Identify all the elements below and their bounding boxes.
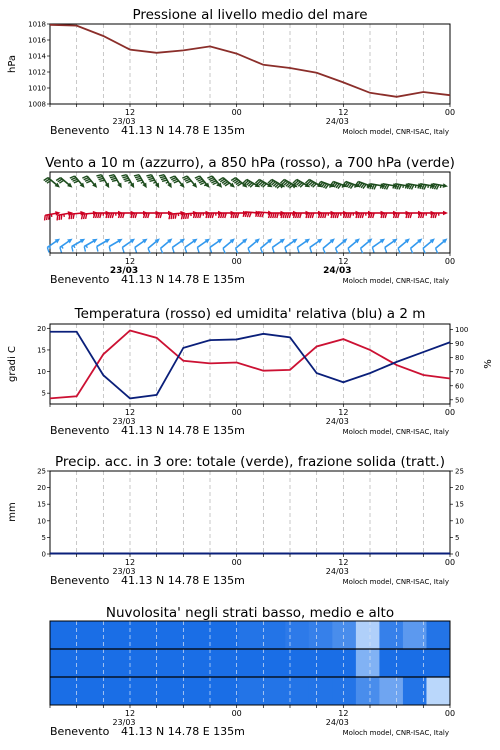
cloud-cell xyxy=(379,677,403,705)
cloud-cell xyxy=(215,677,239,705)
wind-barb xyxy=(122,239,135,253)
y-tick-label: 1010 xyxy=(28,84,46,93)
y-tick-label: 20 xyxy=(455,484,464,493)
barb-feather xyxy=(84,247,85,252)
plot-frame xyxy=(50,24,450,104)
barb-feather xyxy=(134,175,139,176)
cloud-cell xyxy=(50,649,74,677)
wind-barb xyxy=(82,176,97,188)
cloud-cell xyxy=(191,649,215,677)
x-tick-label: 00 xyxy=(231,108,242,117)
wind-barb xyxy=(109,239,122,252)
barb-feather xyxy=(336,248,338,253)
y-axis-label: mm xyxy=(7,502,18,522)
y-tick-label: 0 xyxy=(41,550,46,559)
barb-feather xyxy=(136,178,141,179)
barb-feather xyxy=(124,178,129,179)
wind-barb xyxy=(372,239,385,253)
barb-feather xyxy=(285,247,287,252)
panel-temperature xyxy=(7,324,494,437)
x-tick-label: 12 xyxy=(338,408,349,417)
footer-coords: 41.13 N 14.78 E 135m xyxy=(121,424,245,437)
date-label: 23/03 xyxy=(112,117,136,126)
barb-feather xyxy=(161,178,166,179)
wind-barb xyxy=(72,239,85,252)
barb-feather xyxy=(411,248,413,253)
cloud-cell xyxy=(285,649,309,677)
panel-wind xyxy=(44,172,455,286)
date-label: 23/03 xyxy=(112,718,136,727)
barb-feather xyxy=(72,247,73,252)
cloud-cell xyxy=(262,649,286,677)
wind-barb xyxy=(248,238,260,253)
footer-coords: 41.13 N 14.78 E 135m xyxy=(121,273,245,286)
barb-feather xyxy=(249,212,251,217)
y-axis-label-right: % xyxy=(483,359,494,369)
x-tick-label: 12 xyxy=(124,408,136,417)
x-tick-label: 12 xyxy=(338,257,349,266)
x-tick-label: 00 xyxy=(444,709,456,718)
barb-feather xyxy=(128,182,130,183)
y-tick-label: 25 xyxy=(37,467,46,476)
x-tick-label: 00 xyxy=(444,408,456,417)
barb-feather xyxy=(45,215,46,220)
y-tick-label: 60 xyxy=(455,382,464,391)
cloud-cell xyxy=(309,649,333,677)
wind-barb xyxy=(134,175,147,188)
barb-feather xyxy=(223,248,225,253)
footer-credit: Moloch model, CNR-ISAC, Italy xyxy=(342,128,449,136)
barb-feather xyxy=(260,212,262,217)
cloud-cell xyxy=(332,621,356,649)
barb-feather xyxy=(161,248,163,253)
x-tick-label: 00 xyxy=(231,257,242,266)
x-tick-label: 12 xyxy=(338,558,349,567)
cloud-cell xyxy=(356,677,380,705)
wind-barb xyxy=(96,175,109,188)
pressure-line xyxy=(50,25,450,97)
wind-barb xyxy=(423,238,435,253)
cloud-cell xyxy=(121,677,145,705)
x-tick-label: 12 xyxy=(124,108,136,117)
barb-feather xyxy=(109,175,114,176)
cloud-cell xyxy=(379,649,403,677)
wind-barb xyxy=(161,238,173,253)
cloud-cell xyxy=(144,649,168,677)
cloud-cell xyxy=(332,649,356,677)
barb-feather xyxy=(62,246,64,248)
cloud-cell xyxy=(97,649,121,677)
wind-barb xyxy=(323,238,335,253)
cloud-cell xyxy=(74,649,98,677)
barb-feather xyxy=(49,215,50,220)
y-tick-label: 20 xyxy=(37,324,46,333)
x-tick-label: 00 xyxy=(444,108,456,117)
footer-location: Benevento xyxy=(50,725,110,738)
footer-credit: Moloch model, CNR-ISAC, Italy xyxy=(342,277,449,285)
date-label: 23/03 xyxy=(112,417,136,426)
wind-barb xyxy=(285,239,298,253)
barb-feather xyxy=(166,182,168,183)
y-tick-label: 5 xyxy=(41,533,46,542)
y-tick-label: 0 xyxy=(455,550,460,559)
barb-feather xyxy=(162,180,167,181)
barb-feather xyxy=(60,247,62,252)
wind-barb xyxy=(436,238,448,253)
y-tick-label: 15 xyxy=(37,500,46,509)
cloud-cell xyxy=(262,621,286,649)
chart-title: Pressione al livello medio del mare xyxy=(132,7,368,23)
wind-barb xyxy=(148,238,160,253)
y-tick-label: 1016 xyxy=(28,36,46,45)
barb-feather xyxy=(121,175,126,176)
cloud-cell xyxy=(97,621,121,649)
cloud-cell xyxy=(215,621,239,649)
wind-barb xyxy=(297,239,310,253)
wind-barb xyxy=(159,175,172,188)
y-tick-label: 50 xyxy=(455,396,464,405)
footer-location: Benevento xyxy=(50,124,110,137)
y-tick-label: 80 xyxy=(455,354,464,363)
wind-barb xyxy=(60,239,73,253)
y-tick-label: 70 xyxy=(455,368,464,377)
y-tick-label: 15 xyxy=(455,500,464,509)
footer-credit: Moloch model, CNR-ISAC, Italy xyxy=(342,578,449,586)
chart-title: Nuvolosita' negli strati basso, medio e alto xyxy=(105,605,395,621)
wind-barb xyxy=(348,238,360,253)
barb-feather xyxy=(109,247,110,252)
wind-barb xyxy=(236,238,248,253)
y-tick-label: 10 xyxy=(37,517,46,526)
barb-feather xyxy=(272,247,274,252)
cloud-cell xyxy=(426,649,450,677)
cloud-cell xyxy=(121,621,145,649)
panel-pressure xyxy=(7,21,455,138)
wind-barb xyxy=(146,175,159,188)
cloud-cell xyxy=(74,621,98,649)
barb-feather xyxy=(361,248,363,253)
barb-feather xyxy=(348,248,350,253)
barb-feather xyxy=(122,247,124,252)
barb-feather xyxy=(248,248,250,253)
barb-feather xyxy=(236,248,238,253)
wind-barb xyxy=(47,239,60,253)
cloud-cell xyxy=(356,621,380,649)
barb-feather xyxy=(110,177,115,178)
x-tick-label: 00 xyxy=(231,558,242,567)
barb-feather xyxy=(97,177,102,178)
barb-feather xyxy=(112,180,117,181)
cloud-cell xyxy=(309,677,333,705)
barb-feather xyxy=(169,214,170,219)
cloud-cell xyxy=(168,621,192,649)
wind-barb xyxy=(121,175,134,188)
barb-feather xyxy=(57,215,58,220)
y-tick-label: 1012 xyxy=(28,68,46,77)
cloud-cell xyxy=(379,621,403,649)
barb-feather xyxy=(96,175,101,176)
barb-feather xyxy=(147,177,152,178)
wind-barb xyxy=(261,238,273,253)
barb-feather xyxy=(310,247,312,252)
wind-barb xyxy=(385,239,398,253)
wind-barb xyxy=(223,238,235,253)
footer-coords: 41.13 N 14.78 E 135m xyxy=(121,574,245,587)
barb-feather xyxy=(141,182,143,183)
chart-title: Vento a 10 m (azzurro), a 850 hPa (rosso), a 700 hPa (verde) xyxy=(45,155,455,171)
wind-barb xyxy=(109,175,122,188)
date-label: 23/03 xyxy=(112,567,136,576)
wind-barb xyxy=(207,176,222,188)
x-tick-label: 12 xyxy=(338,108,349,117)
x-tick-label: 12 xyxy=(338,709,349,718)
x-tick-label: 12 xyxy=(124,558,136,567)
barb-feather xyxy=(137,180,142,181)
y-tick-label: 15 xyxy=(37,346,46,355)
barb-feather xyxy=(153,182,155,183)
cloud-cell xyxy=(332,677,356,705)
wind-barb xyxy=(81,211,98,219)
barb-feather xyxy=(146,175,151,176)
y-tick-label: 10 xyxy=(37,368,46,377)
cloud-cell xyxy=(238,677,262,705)
y-tick-label: 25 xyxy=(455,467,464,476)
wind-barb xyxy=(84,239,97,252)
wind-barb xyxy=(181,211,198,219)
x-tick-label: 00 xyxy=(444,257,456,266)
date-label: 24/03 xyxy=(325,117,349,126)
panel-clouds xyxy=(50,621,455,738)
x-tick-label: 12 xyxy=(124,709,136,718)
footer-location: Benevento xyxy=(50,424,110,437)
wind-barb xyxy=(135,239,148,253)
barb-feather xyxy=(97,247,98,252)
humidity-line xyxy=(50,332,450,399)
cloud-cell xyxy=(121,649,145,677)
footer-location: Benevento xyxy=(50,273,110,286)
barb-feather xyxy=(372,247,374,252)
cloud-cell xyxy=(97,677,121,705)
footer-location: Benevento xyxy=(50,574,110,587)
wind-barb xyxy=(210,239,223,253)
y-tick-label: 100 xyxy=(455,326,469,335)
barb-feather xyxy=(160,177,165,178)
plot-frame xyxy=(50,471,450,554)
y-axis-label: gradi C xyxy=(7,346,18,382)
barb-feather xyxy=(100,180,105,181)
x-tick-label: 00 xyxy=(231,408,242,417)
barb-feather xyxy=(59,215,60,220)
y-tick-label: 10 xyxy=(455,517,464,526)
cloud-cell xyxy=(309,621,333,649)
cloud-cell xyxy=(356,649,380,677)
y-tick-label: 1008 xyxy=(28,100,46,109)
barb-feather xyxy=(150,180,155,181)
barb-feather xyxy=(297,247,299,252)
barb-feather xyxy=(74,245,75,247)
y-tick-label: 90 xyxy=(455,340,464,349)
barb-feather xyxy=(61,215,62,220)
wind-barb xyxy=(336,238,348,253)
date-label: 24/03 xyxy=(323,266,352,276)
cloud-cell xyxy=(238,649,262,677)
barb-feather xyxy=(159,175,164,176)
barb-feather xyxy=(261,248,263,253)
cloud-cell xyxy=(238,621,262,649)
cloud-cell xyxy=(191,621,215,649)
wind-barb xyxy=(361,238,373,253)
cloud-cell xyxy=(144,621,168,649)
cloud-cell xyxy=(168,677,192,705)
y-axis-label: hPa xyxy=(7,54,18,74)
cloud-cell xyxy=(168,649,192,677)
date-label: 24/03 xyxy=(325,718,349,727)
barb-feather xyxy=(135,177,140,178)
chart-title: Precip. acc. in 3 ore: totale (verde), frazione solida (tratt.) xyxy=(55,454,445,470)
cloud-cell xyxy=(191,677,215,705)
barb-feather xyxy=(172,247,174,252)
panel-precipitation xyxy=(7,468,464,588)
cloud-cell xyxy=(285,621,309,649)
footer-credit: Moloch model, CNR-ISAC, Italy xyxy=(342,428,449,436)
wind-barb xyxy=(197,239,210,253)
y-tick-label: 20 xyxy=(37,484,46,493)
barb-feather xyxy=(47,215,48,220)
cloud-cell xyxy=(215,649,239,677)
x-tick-label: 00 xyxy=(231,709,242,718)
barb-feather xyxy=(197,247,199,252)
barb-feather xyxy=(99,178,104,179)
barb-feather xyxy=(148,248,150,253)
barb-feather xyxy=(323,248,325,253)
cloud-cell xyxy=(426,621,450,649)
barb-feather xyxy=(86,245,87,247)
chart-title: Temperatura (rosso) ed umidita' relativa (blu) a 2 m xyxy=(74,306,426,322)
cloud-cell xyxy=(262,677,286,705)
barb-feather xyxy=(185,247,187,252)
barb-head xyxy=(443,183,448,188)
cloud-cell xyxy=(285,677,309,705)
x-tick-label: 00 xyxy=(444,558,456,567)
footer-credit: Moloch model, CNR-ISAC, Italy xyxy=(342,729,449,737)
barb-head xyxy=(443,211,448,216)
barb-feather xyxy=(149,178,154,179)
x-tick-label: 12 xyxy=(124,257,136,266)
barb-feather xyxy=(125,180,130,181)
cloud-cell xyxy=(50,677,74,705)
wind-barb xyxy=(185,239,198,253)
barb-feather xyxy=(47,247,49,252)
wind-barb xyxy=(398,238,410,253)
cloud-cell xyxy=(426,677,450,705)
barb-feather xyxy=(436,248,438,253)
wind-barb xyxy=(272,239,285,253)
footer-coords: 41.13 N 14.78 E 135m xyxy=(121,725,245,738)
wind-barb xyxy=(411,238,423,253)
barb-feather xyxy=(135,247,137,252)
barb-feather xyxy=(385,247,387,252)
barb-feather xyxy=(122,177,127,178)
cloud-cell xyxy=(74,677,98,705)
cloud-cell xyxy=(50,621,74,649)
wind-barb xyxy=(310,239,323,253)
wind-barb xyxy=(431,211,448,218)
footer-coords: 41.13 N 14.78 E 135m xyxy=(121,124,245,137)
date-label: 23/03 xyxy=(109,266,139,276)
date-label: 24/03 xyxy=(325,417,349,426)
wind-barb xyxy=(430,183,448,189)
y-tick-label: 5 xyxy=(455,533,460,542)
y-tick-label: 1014 xyxy=(28,52,46,61)
y-tick-label: 1018 xyxy=(28,20,46,29)
date-label: 24/03 xyxy=(325,567,349,576)
y-tick-label: 5 xyxy=(41,389,46,398)
barb-feather xyxy=(111,178,116,179)
barb-feather xyxy=(398,248,400,253)
cloud-cell xyxy=(144,677,168,705)
